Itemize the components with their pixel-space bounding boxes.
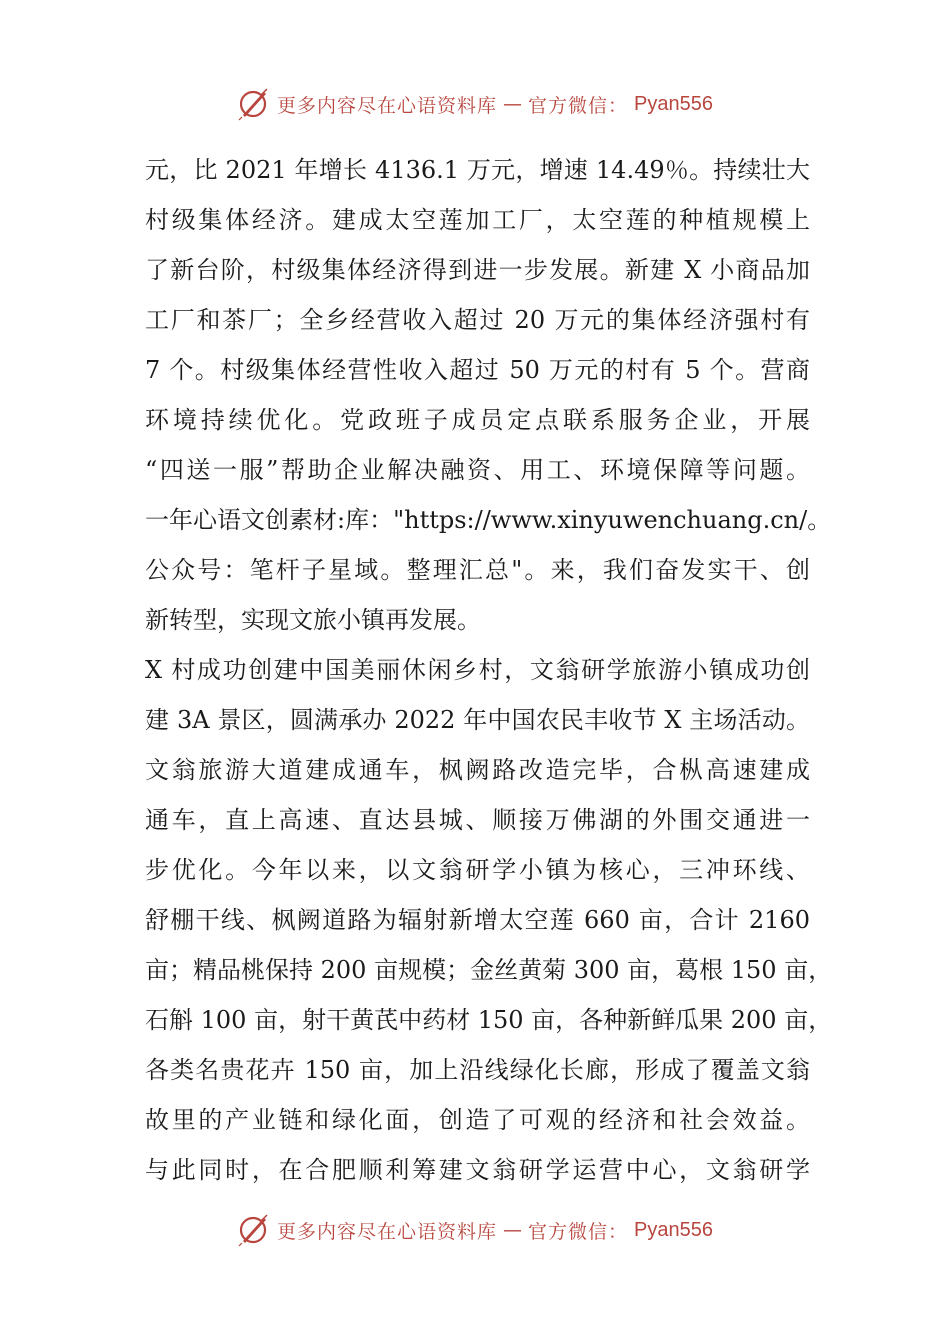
footer-account-label: 官方微信： [528,1220,629,1243]
header-account-label: 官方微信： [528,94,629,117]
header-account-id: Pyan556 [634,92,713,115]
text-line: 公众号：笔杆子星域。整理汇总"。来，我们奋发实干、创 [145,556,810,584]
text-line: 与此同时，在合肥顺利筹建文翁研学运营中心，文翁研学 [145,1156,810,1184]
footer-slogan: 更多内容尽在心语资料库 [277,1220,498,1243]
text-line: 环境持续优化。党政班子成员定点联系服务企业，开展 [145,406,810,434]
document-body [145,145,833,1195]
header-slogan: 更多内容尽在心语资料库 [277,94,498,117]
text-line: 石斛 100 亩，射干黄芪中药材 150 亩，各种新鲜瓜果 200 亩， [145,1006,833,1034]
text-line: 文翁旅游大道建成通车，枫阙路改造完毕，合枞高速建成 [145,756,810,784]
text-line: 故里的产业链和绿化面，创造了可观的经济和社会效益。 [145,1106,810,1134]
footer-separator: — [503,1219,523,1241]
header-banner [0,84,950,124]
text-line: 一年心语文创素材:库："https://www.xinyuwenchuang.cn/。 [145,506,832,534]
footer-account-id: Pyan556 [634,1218,713,1241]
text-line: X 村成功创建中国美丽休闲乡村，文翁研学旅游小镇成功创 [145,656,810,684]
text-line: 建 3A 景区，圆满承办 2022 年中国农民丰收节 X 主场活动。 [145,706,810,734]
text-line: 步优化。今年以来，以文翁研学小镇为核心，三冲环线、 [145,856,810,884]
header-separator: — [503,93,523,115]
text-line: 通车，直上高速、直达县城、顺接万佛湖的外围交通进一 [145,806,810,834]
text-line: 村级集体经济。建成太空莲加工厂，太空莲的种植规模上 [145,206,810,234]
text-line: 了新台阶，村级集体经济得到进一步发展。新建 X 小商品加 [145,256,810,284]
text-line: 7 个。村级集体经营性收入超过 50 万元的村有 5 个。营商 [145,356,810,384]
text-line: 舒棚干线、枫阙道路为辐射新增太空莲 660 亩，合计 2160 [145,906,810,934]
footer-banner [0,1210,950,1250]
text-line: 新转型，实现文旅小镇再发展。 [145,606,481,634]
text-line: 元，比 2021 年增长 4136.1 万元，增速 14.49％。持续壮大 [145,156,810,184]
text-line: 各类名贵花卉 150 亩，加上沿线绿化长廊，形成了覆盖文翁 [145,1056,810,1084]
text-line: 亩；精品桃保持 200 亩规模；金丝黄菊 300 亩，葛根 150 亩， [145,956,833,984]
quill-pen-circle-icon [237,87,271,121]
text-line: “四送一服”帮助企业解决融资、用工、环境保障等问题。 [145,456,810,484]
quill-pen-circle-icon [237,1213,271,1247]
text-line: 工厂和茶厂；全乡经营收入超过 20 万元的集体经济强村有 [145,306,810,334]
